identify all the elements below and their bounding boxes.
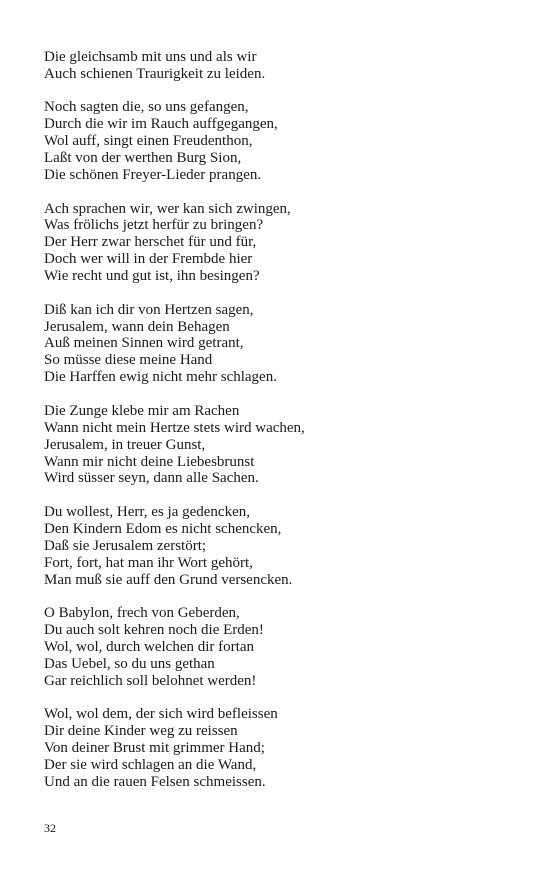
poem-line: Gar reichlich soll belohnet werden! bbox=[44, 672, 257, 689]
stanza bbox=[44, 201, 514, 286]
poem-line: Wol, wol, durch welchen dir fortan bbox=[44, 638, 254, 655]
poem-line: Fort, fort, hat man ihr Wort gehört, bbox=[44, 554, 253, 571]
poem-line: Man muß sie auff den Grund versencken. bbox=[44, 571, 293, 588]
poem-line: Auch schienen Traurigkeit zu leiden. bbox=[44, 65, 266, 82]
poem-line: Wol auff, singt einen Freudenthon, bbox=[44, 133, 253, 150]
poem-line: Was frölichs jetzt herfür zu bringen? bbox=[44, 217, 264, 234]
stanza bbox=[44, 706, 514, 791]
poem-line: Diß kan ich dir von Hertzen sagen, bbox=[44, 301, 254, 318]
stanza bbox=[44, 49, 514, 83]
poem-line: Doch wer will in der Frembde hier bbox=[44, 251, 253, 268]
stanza bbox=[44, 302, 514, 387]
poem-line: Den Kindern Edom es nicht schencken, bbox=[44, 520, 282, 537]
stanza bbox=[44, 99, 514, 184]
poem-line: Und an die rauen Felsen schmeissen. bbox=[44, 773, 266, 790]
poem-line: Die schönen Freyer-Lieder prangen. bbox=[44, 167, 262, 184]
poem-line: Die Harffen ewig nicht mehr schlagen. bbox=[44, 369, 277, 386]
poem-line: Auß meinen Sinnen wird getrant, bbox=[44, 335, 244, 352]
poem-line: Daß sie Jerusalem zerstört; bbox=[44, 537, 207, 554]
poem-line: Dir deine Kinder weg zu reissen bbox=[44, 723, 238, 740]
poem-line: Wann mir nicht deine Liebesbrunst bbox=[44, 453, 255, 470]
poem-line: Du wollest, Herr, es ja gedencken, bbox=[44, 503, 250, 520]
poem-line: Von deiner Brust mit grimmer Hand; bbox=[44, 739, 265, 756]
poem-line: Wird süsser seyn, dann alle Sachen. bbox=[44, 470, 259, 487]
poem-line: Jerusalem, in treuer Gunst, bbox=[44, 436, 206, 453]
stanza bbox=[44, 504, 514, 589]
poem-line: Laßt von der werthen Burg Sion, bbox=[44, 150, 242, 167]
poem-line: Das Uebel, so du uns gethan bbox=[44, 655, 215, 672]
poem-line: So müsse diese meine Hand bbox=[44, 352, 213, 369]
poem-line: Wann nicht mein Hertze stets wird wachen, bbox=[44, 419, 305, 436]
poem-line: Wol, wol dem, der sich wird befleissen bbox=[44, 706, 278, 723]
poem-line: Noch sagten die, so uns gefangen, bbox=[44, 99, 249, 116]
poem-line: Der Herr zwar herschet für und für, bbox=[44, 234, 257, 251]
poem-line: O Babylon, frech von Geberden, bbox=[44, 605, 240, 622]
poem-line: Der sie wird schlagen an die Wand, bbox=[44, 756, 257, 773]
poem-line: Jerusalem, wann dein Behagen bbox=[44, 318, 230, 335]
poem-line: Die Zunge klebe mir am Rachen bbox=[44, 402, 240, 419]
poem-line: Durch die wir im Rauch auffgegangen, bbox=[44, 116, 278, 133]
stanza bbox=[44, 403, 514, 488]
poem-line: Du auch solt kehren noch die Erden! bbox=[44, 621, 264, 638]
poem-line: Wie recht und gut ist, ihn besingen? bbox=[44, 268, 260, 285]
page-number: 32 bbox=[44, 821, 56, 835]
poem-line: Die gleichsamb mit uns und als wir bbox=[44, 49, 257, 65]
stanza bbox=[44, 605, 514, 690]
poem-line: Ach sprachen wir, wer kan sich zwingen, bbox=[44, 200, 291, 217]
poem-text bbox=[44, 49, 514, 807]
